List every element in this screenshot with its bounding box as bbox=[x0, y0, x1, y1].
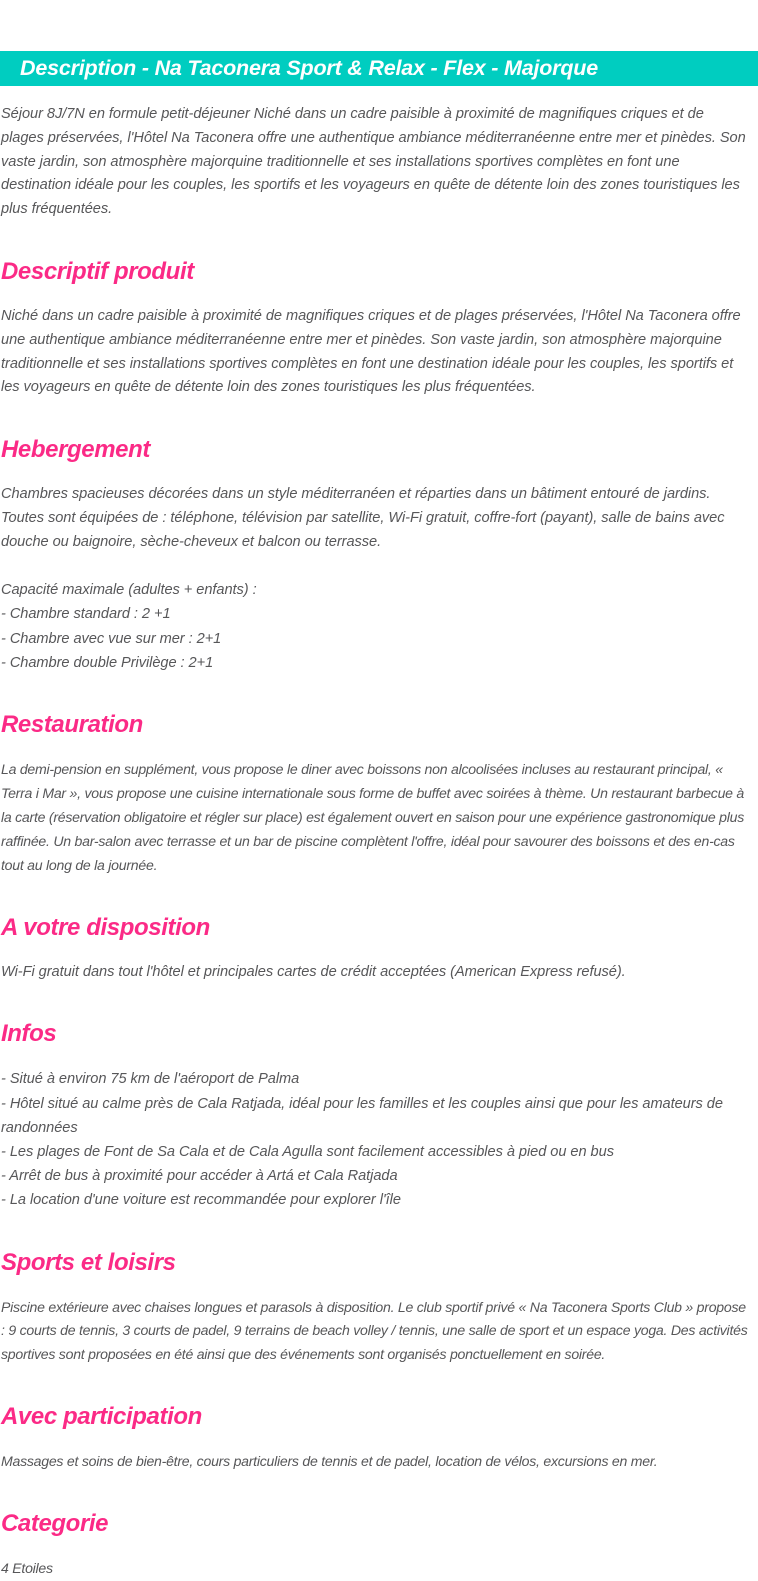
spacer bbox=[1, 940, 748, 961]
spacer bbox=[1, 1275, 748, 1296]
intro-paragraph: Séjour 8J/7N en formule petit-déjeuner Niché dans un cadre paisible à proximité de magnifiques criques et de plages préservées, l'Hôtel Na Taconera offre une authentique ambiance méditerranéenne entre mer et pinèdes. Son vaste jardin, son atmosphère majorquine traditionnelle et ses installations sportives complètes en font une destination idéale pour les couples, les sportifs et les voyageurs en quête de détente loin des zones touristiques les plus fréquentées. bbox=[1, 106, 746, 218]
list-item: - Hôtel situé au calme près de Cala Ratjada, idéal pour les familles et les couples ainsi que pour les amateurs de randonnées bbox=[1, 1095, 723, 1136]
section-heading-infos: Infos bbox=[1, 1020, 57, 1048]
section-body-restauration: La demi-pension en supplément, vous propose le diner avec boissons non alcoolisées incluses au restaurant principal, « Terra i Mar », vous propose une cuisine internationale sous forme de buffet avec soirées à thème. Un restaurant barbecue à la carte (réservation obligatoire et régler sur place) est également ouvert en saison pour une expérience gastronomique plus raffinée. Un bar-salon avec terrasse et un bar de piscine complètent l'offre, idéal pour savourer des boissons et des en-cas tout au long de la journée. bbox=[1, 760, 745, 873]
section-heading-disposition: A votre disposition bbox=[1, 913, 210, 941]
section-body-sports: Piscine extérieure avec chaises longues et parasols à disposition. Le club sportif privé « Na Taconera Sports Club » propose : 9 courts de tennis, 3 courts de padel, 9 terrains de beach volley / tennis, une salle de sport et un espace yoga. Des activités sportives sont proposées en été ainsi que des événements sont organisés ponctuellement en soirée. bbox=[1, 1298, 748, 1363]
section-body-categorie: 4 Etoiles bbox=[1, 1560, 53, 1577]
spacer bbox=[1, 1046, 748, 1067]
section-heading-participation: Avec participation bbox=[1, 1403, 202, 1431]
section-heading-descriptif: Descriptif produit bbox=[1, 257, 194, 285]
spacer bbox=[1, 400, 748, 438]
capacity-label: Capacité maximale (adultes + enfants) : bbox=[1, 581, 257, 598]
list-item: - Chambre avec vue sur mer : 2+1 bbox=[1, 630, 222, 647]
section-heading-categorie: Categorie bbox=[1, 1510, 109, 1538]
spacer bbox=[1, 984, 748, 1022]
section-heading-restauration: Restauration bbox=[1, 710, 143, 738]
spacer bbox=[1, 675, 748, 713]
page-title: Description - Na Taconera Sport & Relax - Flex - Majorque bbox=[20, 55, 598, 80]
list-item: - Chambre standard : 2 +1 bbox=[1, 606, 171, 623]
list-item: - Les plages de Font de Sa Cala et de Cala Agulla sont facilement accessibles à pied ou en bus bbox=[1, 1143, 614, 1160]
description-page bbox=[0, 51, 758, 1581]
list-item: - Situé à environ 75 km de l'aéroport de Palma bbox=[1, 1071, 300, 1088]
spacer bbox=[1, 1536, 748, 1557]
description-content bbox=[0, 103, 758, 1581]
infos-list bbox=[1, 1067, 748, 1212]
list-item: - La location d'une voiture est recommandée pour explorer l'île bbox=[1, 1192, 401, 1209]
capacity-list bbox=[1, 602, 748, 675]
spacer bbox=[1, 1429, 748, 1450]
section-body-participation: Massages et soins de bien-être, cours particuliers de tennis et de padel, location de vélos, excursions en mer. bbox=[1, 1453, 658, 1470]
spacer bbox=[1, 222, 748, 260]
spacer bbox=[1, 555, 748, 579]
page-title-bar bbox=[0, 51, 758, 86]
spacer bbox=[1, 1474, 748, 1512]
spacer bbox=[1, 284, 748, 305]
section-body-descriptif: Niché dans un cadre paisible à proximité de magnifiques criques et de plages préservées, l'Hôtel Na Taconera offre une authentique ambiance méditerranéenne entre mer et pinèdes. Son vaste jardin, son atmosphère majorquine traditionnelle et ses installations sportives complètes en font une destination idéale pour les couples, les sportifs et les voyageurs en quête de détente loin des zones touristiques les plus fréquentées. bbox=[1, 307, 741, 396]
section-body-hebergement: Chambres spacieuses décorées dans un style méditerranéen et réparties dans un bâtiment entouré de jardins. Toutes sont équipées de : téléphone, télévision par satellite, Wi-Fi gratuit, coffre-fort (payant), salle de bains avec douche ou baignoire, sèche-cheveux et balcon ou terrasse. bbox=[1, 486, 725, 550]
list-item: - Chambre double Privilège : 2+1 bbox=[1, 654, 214, 671]
section-heading-hebergement: Hebergement bbox=[1, 436, 150, 464]
spacer bbox=[1, 1213, 748, 1251]
spacer bbox=[1, 737, 748, 758]
spacer bbox=[1, 462, 748, 483]
list-item: - Arrêt de bus à proximité pour accéder à Artá et Cala Ratjada bbox=[1, 1168, 398, 1185]
section-heading-sports: Sports et loisirs bbox=[1, 1248, 176, 1276]
spacer bbox=[1, 1367, 748, 1405]
spacer bbox=[1, 878, 748, 916]
section-body-disposition: Wi-Fi gratuit dans tout l'hôtel et principales cartes de crédit acceptées (American Express refusé). bbox=[1, 963, 626, 980]
